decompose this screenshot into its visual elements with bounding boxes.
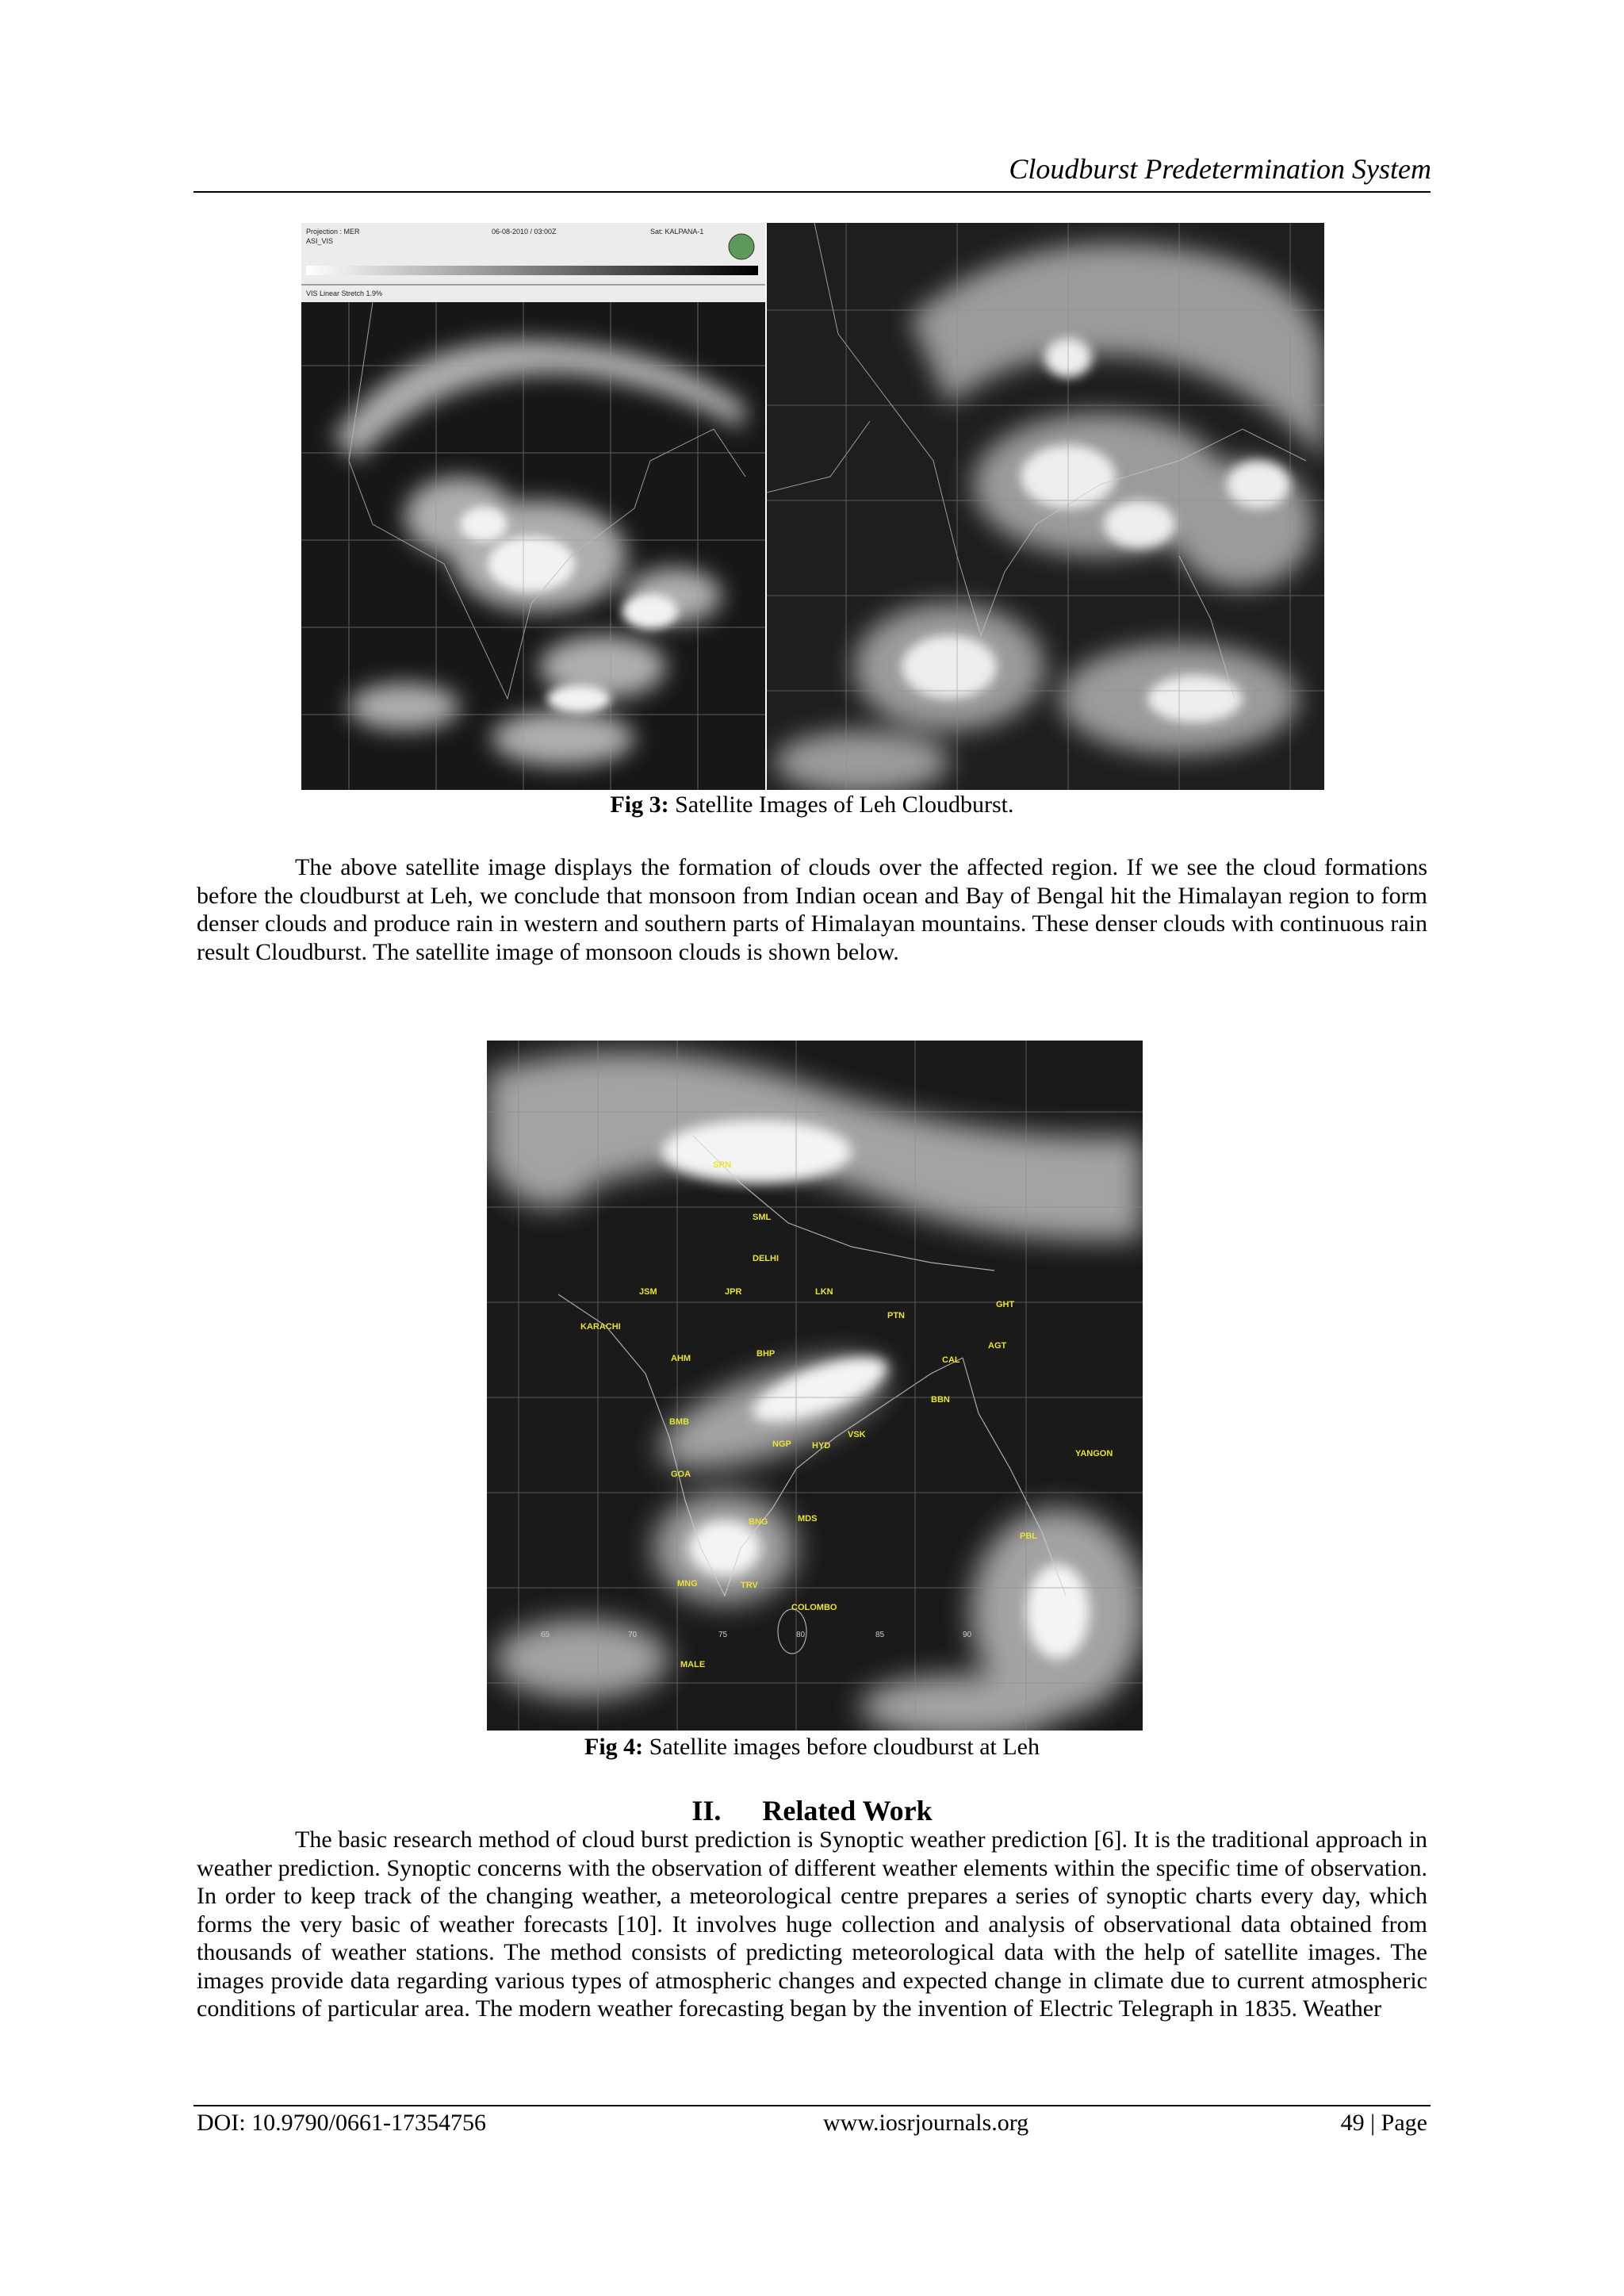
station-label-bhp: BHP: [756, 1349, 776, 1359]
longitude-label-90: 90: [963, 1631, 972, 1639]
fig3-caption-label: Fig 3:: [610, 792, 669, 818]
station-label-cal: CAL: [942, 1355, 960, 1365]
fig3-right-satellite-image: [767, 223, 1324, 790]
longitude-label-65: 65: [541, 1631, 550, 1639]
longitude-label-80: 80: [796, 1631, 806, 1639]
fig4-caption-label: Fig 4:: [584, 1734, 644, 1760]
station-label-trv: TRV: [741, 1581, 758, 1590]
station-label-colombo: COLOMBO: [791, 1603, 837, 1612]
paragraph-2: [197, 1826, 1427, 2023]
fig3-satellite-label: Sat: KALPANA-1: [650, 228, 704, 236]
paragraph-2-text: The basic research method of cloud burst prediction is Synoptic weather prediction [6]. It is the traditional approach in weather prediction. Synoptic concerns with the observation of different weather elements within the specific time of observation. In order to keep track of the changing weather, a meteorological centre prepares a series of synoptic charts every day, which forms the very basic of weather forecasts [10]. It involves huge collection and analysis of observational data obtained from thousands of weather stations. The method consists of predicting meteorological data with the help of satellite images. The images provide data regarding various types of atmospheric changes and expected change in climate due to current atmospheric conditions of particular area. The modern weather forecasting began by the invention of Electric Telegraph in 1835. Weather: [197, 1826, 1427, 2022]
longitude-label-75: 75: [718, 1631, 728, 1639]
station-label-ght: GHT: [996, 1300, 1015, 1309]
footer-page-number: 49 | Page: [1340, 2110, 1427, 2136]
fig3-caption-text: Satellite Images of Leh Cloudburst.: [668, 792, 1014, 818]
station-label-goa: GOA: [671, 1470, 691, 1479]
station-label-bbn: BBN: [931, 1395, 950, 1405]
running-header: Cloudburst Predetermination System: [1009, 153, 1431, 185]
station-label-jpr: JPR: [725, 1287, 742, 1297]
station-label-jsm: JSM: [639, 1287, 657, 1297]
station-label-agt: AGT: [988, 1341, 1007, 1351]
station-label-ngp: NGP: [772, 1439, 791, 1449]
fig3-datetime-label: 06-08-2010 / 03:00Z: [492, 228, 557, 236]
section-number: II.: [691, 1795, 722, 1826]
fig3-product-label: ASI_VIS: [306, 237, 334, 245]
fig3-projection-label: Projection : MER: [306, 228, 360, 236]
station-label-yangon: YANGON: [1075, 1449, 1113, 1458]
fig4-satellite-image: [487, 1041, 1143, 1731]
section-heading: [193, 1794, 1431, 1827]
longitude-label-85: 85: [875, 1631, 885, 1639]
station-label-ptn: PTN: [887, 1311, 905, 1320]
station-label-lkn: LKN: [815, 1287, 833, 1297]
station-label-bmb: BMB: [669, 1417, 690, 1427]
fig3-caption: [193, 792, 1431, 818]
footer-journal-url: www.iosrjournals.org: [823, 2110, 1029, 2136]
station-label-male: MALE: [680, 1660, 706, 1669]
station-label-mng: MNG: [677, 1579, 698, 1589]
station-label-pbl: PBL: [1020, 1531, 1037, 1541]
footer-doi: DOI: 10.9790/0661-17354756: [197, 2110, 486, 2136]
station-label-karachi: KARACHI: [580, 1322, 621, 1332]
fig3-left-satellite-image: [301, 223, 765, 790]
header-rule: [193, 191, 1431, 193]
footer-rule: [193, 2105, 1431, 2106]
paragraph-1-text: The above satellite image displays the formation of clouds over the affected region. If we see the cloud formations before the cloudburst at Leh, we conclude that monsoon from Indian ocean and Bay of Bengal hit the Himalayan region to form denser clouds and produce rain in western and southern parts of Himalayan mountains. These denser clouds with continuous rain result Cloudburst. The satellite image of monsoon clouds is shown below.: [197, 854, 1427, 965]
station-label-sml: SML: [753, 1213, 772, 1222]
paragraph-1: [197, 853, 1427, 966]
fig4-caption: [193, 1734, 1431, 1761]
station-label-vsk: VSK: [848, 1430, 866, 1439]
station-label-hyd: HYD: [812, 1441, 831, 1451]
station-label-bng: BNG: [749, 1517, 768, 1527]
station-label-mds: MDS: [798, 1514, 818, 1524]
station-label-ahm: AHM: [671, 1354, 691, 1363]
station-label-delhi: DELHI: [753, 1254, 779, 1263]
fig4-caption-text: Satellite images before cloudburst at Leh: [643, 1734, 1040, 1760]
fig3-stretch-label: VIS Linear Stretch 1.9%: [306, 289, 383, 297]
station-label-srn: SRN: [713, 1160, 732, 1170]
section-title: Related Work: [762, 1795, 933, 1826]
longitude-label-70: 70: [628, 1631, 638, 1639]
